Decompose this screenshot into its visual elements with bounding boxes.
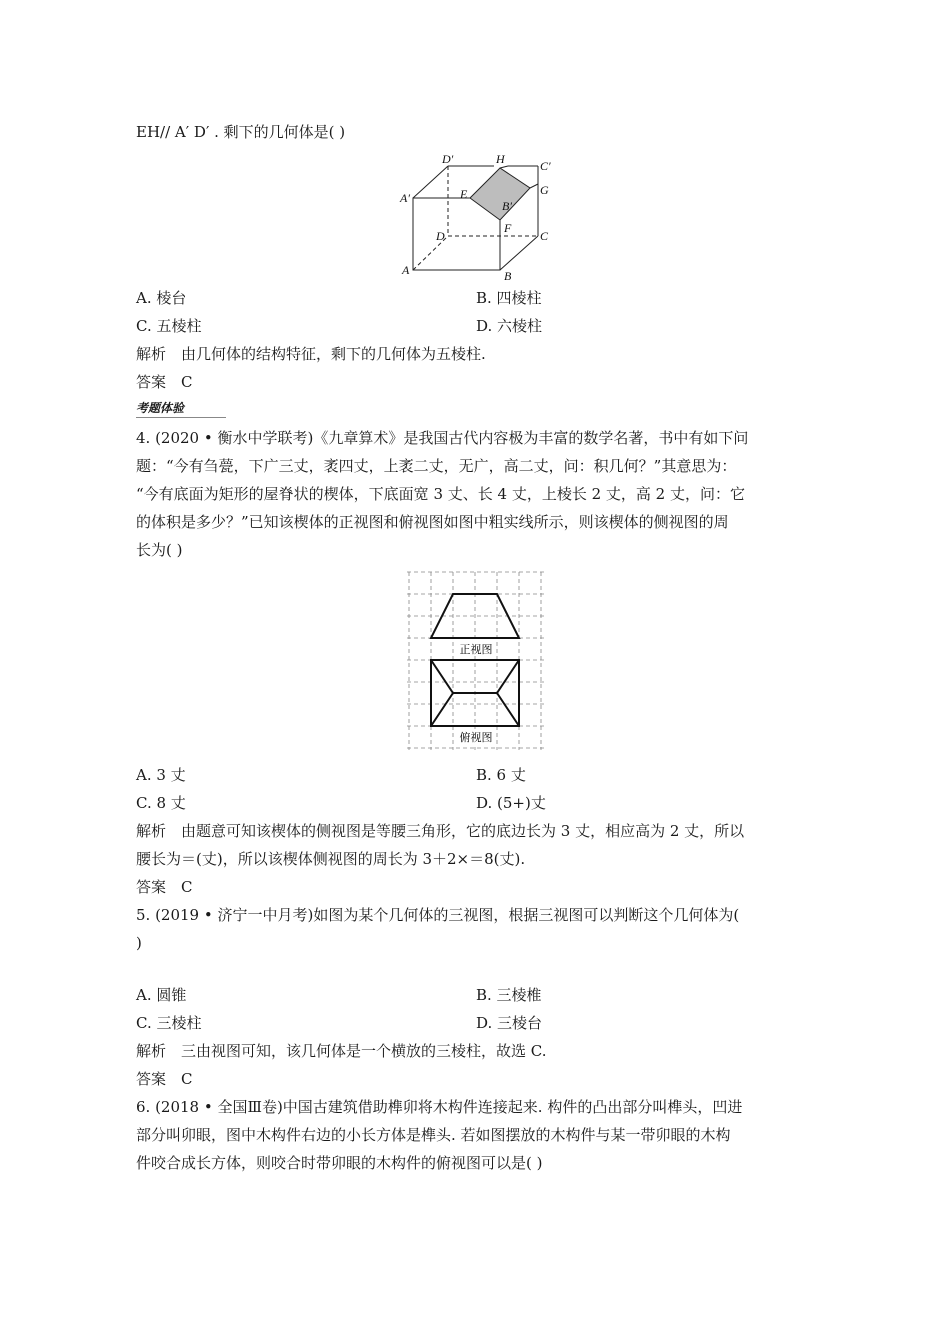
q3-option-a: A. 棱台	[136, 289, 187, 307]
intro-line: EH// A′ D′ . 剩下的几何体是( )	[136, 123, 346, 141]
q4-line-4: 的体积是多少？”已知该楔体的正视图和俯视图如图中粗实线所示，则该楔体的侧视图的周	[136, 513, 729, 531]
section-tag-underline	[136, 417, 226, 418]
top-view-caption: 俯视图	[459, 731, 493, 744]
q3-option-d: D. 六棱柱	[476, 317, 543, 335]
q5-option-a: A. 圆锥	[136, 986, 187, 1004]
q4-line-3: “今有底面为矩形的屋脊状的楔体，下底面宽 3 丈、长 4 丈，上棱长 2 丈，高 2 丈，问：它	[136, 485, 745, 503]
label-a-prime: A′	[400, 191, 410, 205]
q4-analysis-1: 解析 由题意可知该楔体的侧视图是等腰三角形，它的底边长为 3 丈，相应高为 2 丈，所以	[136, 822, 745, 840]
q5-line-2: )	[136, 934, 142, 952]
label-c: C	[540, 229, 549, 243]
q4-analysis-2: 腰长为＝(丈)，所以该楔体侧视图的周长为 3＋2×＝8(丈).	[136, 850, 526, 868]
section-tag: 考题体验	[136, 401, 185, 415]
q5-analysis: 解析 三由视图可知，该几何体是一个横放的三棱柱，故选 C.	[136, 1042, 547, 1060]
q4-option-b: B. 6 丈	[476, 766, 526, 784]
q3-analysis: 解析 由几何体的结构特征，剩下的几何体为五棱柱.	[136, 345, 486, 363]
label-f: F	[504, 221, 512, 235]
q5-option-b: B. 三棱椎	[476, 986, 542, 1004]
label-d-prime: D′	[442, 152, 454, 166]
q6-line-1: 6. (2018 • 全国Ⅲ卷)中国古建筑借助榫卯将木构件连接起来. 构件的凸出部分叫榫头，凹进	[136, 1098, 743, 1116]
q4-views-figure	[405, 570, 547, 752]
q5-option-c: C. 三棱柱	[136, 1014, 202, 1032]
label-c-prime: C′	[540, 159, 551, 173]
label-e: E	[460, 187, 468, 201]
q6-line-2: 部分叫卯眼，图中木构件右边的小长方体是榫头. 若如图摆放的木构件与某一带卯眼的木构	[136, 1126, 731, 1144]
q4-option-d: D. (5+)丈	[476, 794, 546, 812]
q4-answer: 答案 C	[136, 878, 193, 896]
cube-figure	[390, 150, 570, 282]
q3-answer: 答案 C	[136, 373, 193, 391]
q4-line-2: 题：“今有刍甍，下广三丈，袤四丈，上袤二丈，无广，高二丈，问：积几何？”其意思为：	[136, 457, 737, 475]
label-b-prime: B′	[502, 199, 512, 213]
label-h: H	[496, 152, 505, 166]
q4-line-1: 4. (2020 • 衡水中学联考)《九章算术》是我国古代内容极为丰富的数学名著，书中有如下问	[136, 429, 749, 447]
label-b: B	[504, 269, 512, 282]
q3-option-c: C. 五棱柱	[136, 317, 202, 335]
q5-line-1: 5. (2019 • 济宁一中月考)如图为某个几何体的三视图，根据三视图可以判断这个几何体为(	[136, 906, 740, 924]
q3-option-b: B. 四棱柱	[476, 289, 542, 307]
q4-option-a: A. 3 丈	[136, 766, 186, 784]
q4-option-c: C. 8 丈	[136, 794, 186, 812]
label-d: D	[436, 229, 445, 243]
q5-option-d: D. 三棱台	[476, 1014, 543, 1032]
q4-line-5: 长为( )	[136, 541, 183, 559]
label-g: G	[540, 183, 549, 197]
cut-face	[470, 168, 530, 220]
label-a: A	[402, 263, 410, 277]
q5-answer: 答案 C	[136, 1070, 193, 1088]
front-view-caption: 正视图	[459, 643, 493, 656]
q6-line-3: 件咬合成长方体，则咬合时带卯眼的木构件的俯视图可以是( )	[136, 1154, 543, 1172]
